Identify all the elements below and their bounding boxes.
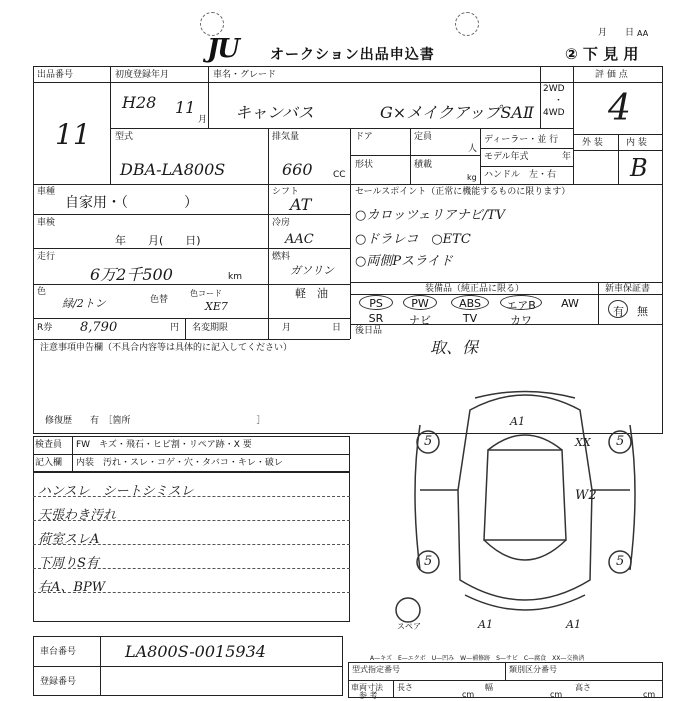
height-label: 高さ <box>575 683 591 692</box>
equipment-label: 装備品（純正品に限る） <box>425 284 525 294</box>
equip-circle-ps <box>359 295 393 310</box>
repair-history: 修復歴 有 ［箇所 ］ <box>45 416 266 426</box>
line <box>480 148 573 149</box>
warranty-circle <box>608 300 628 318</box>
line <box>110 128 573 129</box>
displacement-label: 排気量 <box>272 132 300 142</box>
note-4: 下周りS有 <box>38 556 99 571</box>
doors-label: ドア <box>355 132 373 142</box>
inspection-date: 年 月( 日) <box>115 234 201 247</box>
sales-point-1: ○カロッツェリアナビ/TV <box>355 208 506 223</box>
equip-airbag: エアB <box>506 299 536 312</box>
chassis-number-label: 車台番号 <box>40 647 77 657</box>
line <box>393 680 394 698</box>
notice-label: 注意事項申告欄（不具合内容等は具体的に記入してください） <box>40 343 293 353</box>
rear-bumper <box>465 595 585 610</box>
entry-column-label: 記入欄 <box>35 458 63 468</box>
note-5: 右A、BPW <box>38 580 106 595</box>
rating-label: 評 価 点 <box>595 70 628 80</box>
line <box>505 662 506 680</box>
2wd-label: 2WD <box>543 84 565 94</box>
line <box>33 214 350 215</box>
inspector-text: FW キズ・飛石・ヒビ割・リペア跡・X 要 <box>76 440 252 450</box>
year-suffix: 年 <box>562 152 572 162</box>
color-value: 緑/2トン <box>62 297 106 310</box>
shift-label: シフト <box>272 187 300 197</box>
line <box>350 282 663 283</box>
first-reg-label: 初度登録年月 <box>115 70 170 80</box>
renewal-day: 日 <box>332 323 342 333</box>
line <box>33 454 350 455</box>
grade-value: G×メイクアップSAⅡ <box>380 103 534 122</box>
usage-option: 自家用・（ ） <box>65 195 198 211</box>
lot-number-value: 11 <box>55 118 91 151</box>
damage-a1-bl: A1 <box>478 618 493 631</box>
equip-ps: PS <box>369 297 383 310</box>
line <box>268 128 269 184</box>
damage-xx: XX <box>575 436 591 449</box>
line <box>573 66 574 184</box>
line <box>350 128 351 339</box>
note-3: 荷室スレA <box>38 532 100 547</box>
color-code-value: XE7 <box>205 300 228 313</box>
kg-label: kg <box>467 173 477 182</box>
model-year-label: モデル年式 <box>484 152 529 162</box>
dot-separator: ・ <box>554 96 564 106</box>
line <box>208 66 209 128</box>
line <box>33 339 350 340</box>
warranty-no: 無 <box>637 305 648 318</box>
equip-sr: SR <box>368 312 384 325</box>
fuel-value: ガソリン <box>290 264 334 277</box>
equip-circle-airbag <box>500 295 542 310</box>
tire-rr-value: 5 <box>616 554 625 569</box>
equip-circle-pw <box>403 295 437 310</box>
inspection-label: 車検 <box>37 218 56 228</box>
damage-a1-top: A1 <box>510 415 525 428</box>
warranty-yes: 有 <box>613 305 624 318</box>
interior-grade-value: B <box>630 154 648 182</box>
form-frame <box>33 66 663 434</box>
date-suffix: AA <box>637 29 649 38</box>
exterior-label: 外 装 <box>582 138 603 148</box>
ju-logo: JU <box>207 34 238 64</box>
spare-label: スペア <box>397 622 421 631</box>
r-ticket-value: 8,790 <box>80 320 118 335</box>
yen-label: 円 <box>170 323 180 333</box>
line <box>348 680 663 681</box>
damage-w2: W2 <box>575 488 597 503</box>
displacement-value: 660 <box>282 160 313 179</box>
damage-a1-br: A1 <box>566 618 581 631</box>
rating-value: 4 <box>608 88 631 129</box>
cc-label: CC <box>333 170 346 180</box>
first-reg-month-suffix: 月 <box>198 115 208 125</box>
r-ticket-label: R券 <box>37 323 53 333</box>
length-cm: cm <box>462 690 475 699</box>
mileage-label: 走行 <box>37 252 56 262</box>
sales-point-3: ○両側Pスライド <box>355 254 453 269</box>
sales-points-label: セールスポイント（正常に機能するものに限ります） <box>355 187 571 197</box>
line <box>618 134 619 184</box>
line <box>33 318 350 319</box>
line <box>410 128 411 184</box>
date-day-label: 日 <box>625 28 635 38</box>
line <box>268 184 269 339</box>
line <box>350 155 480 156</box>
car-diagram <box>380 380 670 640</box>
dealer-label: ディーラー・並 行 <box>484 135 559 145</box>
renewal-month: 月 <box>282 323 292 333</box>
line <box>33 248 350 249</box>
line <box>72 436 73 472</box>
line <box>540 66 541 128</box>
car-name-label: 車名・グレード <box>213 70 277 80</box>
dimensions-label: 車両寸法 <box>351 683 383 692</box>
interior-label: 内 装 <box>626 138 647 148</box>
color-code-label: 色コード <box>190 289 222 298</box>
line <box>480 166 573 167</box>
persons-label: 人 <box>468 144 478 154</box>
fuel-label: 燃料 <box>272 252 291 262</box>
renewal-label: 名変期限 <box>192 323 229 333</box>
equip-abs: ABS <box>459 297 481 310</box>
car-roof <box>484 450 566 540</box>
sales-point-2: ○ドラレコ ○ETC <box>355 232 471 247</box>
capacity-label: 定員 <box>414 132 433 142</box>
km-label: km <box>228 272 242 282</box>
car-windshield <box>488 435 562 450</box>
line <box>110 66 111 184</box>
line <box>185 318 186 339</box>
shape-label: 形状 <box>355 160 374 170</box>
model-label: 型式 <box>115 132 134 142</box>
shift-value: AT <box>290 195 312 214</box>
tire-fr-value: 5 <box>616 434 625 449</box>
line <box>33 666 343 667</box>
note-2: 天張わき汚れ <box>38 508 117 523</box>
line <box>33 184 663 185</box>
spare-tire <box>396 598 420 622</box>
note-1: ハンスレ シートシミスレ <box>38 484 194 499</box>
4wd-label: 4WD <box>543 108 565 118</box>
line <box>480 128 481 184</box>
equip-leather: カワ <box>510 314 532 327</box>
inspector-label: 検査員 <box>35 440 63 450</box>
aircon-value: AAC <box>285 232 314 247</box>
line <box>100 636 101 696</box>
height-cm: cm <box>643 690 656 699</box>
equip-pw: PW <box>411 297 429 310</box>
car-body-outline <box>458 395 592 600</box>
color-change-label: 色替 <box>150 295 169 305</box>
usage-label: 車種 <box>37 187 56 197</box>
rear-equipment-label: 後日品 <box>355 326 383 336</box>
punch-hole-right <box>455 12 479 36</box>
type-designation-label: 型式指定番号 <box>352 665 400 674</box>
equip-navi: ナビ <box>409 314 431 327</box>
line <box>573 82 663 83</box>
punch-hole-left <box>200 12 224 36</box>
equip-circle-abs <box>451 295 489 310</box>
registration-number-label: 登録番号 <box>40 677 77 687</box>
length-label: 長さ <box>397 683 413 692</box>
first-reg-month-value: 11 <box>175 98 196 117</box>
width-cm: cm <box>550 690 563 699</box>
line <box>598 282 599 324</box>
rear-equipment-value: 取、保 <box>430 338 479 357</box>
form-title: オークション出品申込書 <box>270 47 435 63</box>
load-label: 積載 <box>414 160 433 170</box>
model-value: DBA-LA800S <box>120 160 226 179</box>
interior-text: 内装 汚れ・スレ・コゲ・穴・タバコ・キレ・破レ <box>76 458 283 468</box>
date-month-label: 月 <box>598 28 608 38</box>
color-label: 色 <box>37 287 47 297</box>
line <box>33 82 573 83</box>
handle-label: ハンドル 左・右 <box>484 170 557 180</box>
tire-rl-value: 5 <box>424 554 433 569</box>
reference-label: 参 考 <box>359 691 378 700</box>
width-label: 幅 <box>485 683 493 692</box>
line <box>350 324 663 325</box>
damage-legend: A—キズ E—エクボ U—凹み W—補修跡 S—サビ C—腐食 XX—交換済 <box>370 655 585 662</box>
tire-fl-value: 5 <box>424 434 433 449</box>
mileage-value: 6万2千500 <box>90 265 173 284</box>
fuel-alt: 軽 油 <box>295 287 328 300</box>
chassis-number-value: LA800S-0015934 <box>125 642 266 661</box>
car-name-value: キャンバス <box>235 103 314 122</box>
first-reg-year-value: H28 <box>122 93 157 112</box>
lot-number-label: 出品番号 <box>37 70 74 80</box>
car-right-side <box>630 425 635 570</box>
equip-tv: TV <box>462 312 478 325</box>
car-rear-glass <box>484 540 566 560</box>
classification-label: 類別区分番号 <box>509 665 557 674</box>
copy-label: ② 下 見 用 <box>565 45 639 63</box>
aircon-label: 冷房 <box>272 218 291 228</box>
line <box>350 294 663 295</box>
equip-aw: AW <box>561 297 579 310</box>
warranty-label: 新車保証書 <box>605 284 651 294</box>
